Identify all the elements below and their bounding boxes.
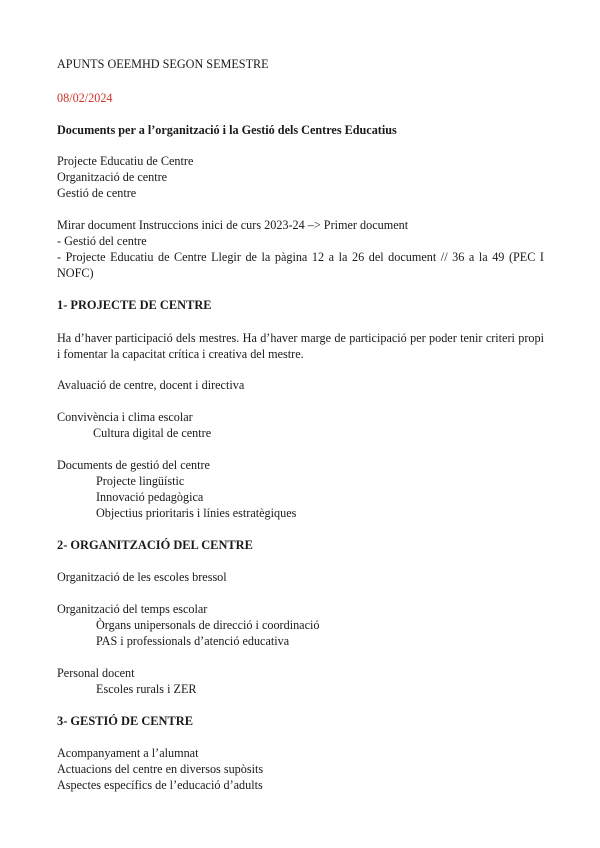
document-subtitle: Documents per a l’organització i la Gestió dels Centres Educatius [57,123,397,137]
docs-list-item: Organització de centre [57,170,168,184]
cultura-digital-line: Cultura digital de centre [93,426,212,440]
section-3-item: Actuacions del centre en diversos supòsits [57,762,264,776]
document-title: APUNTS OEEMHD SEGON SEMESTRE [57,57,269,71]
avaluacio-line: Avaluació de centre, docent i directiva [57,378,245,392]
personal-docent-line: Personal docent [57,666,135,680]
section-3-heading: 3- GESTIÓ DE CENTRE [57,714,193,728]
mirar-document-line: Mirar document Instruccions inici de curs 2023-24 –> Primer document [57,218,409,232]
documents-gestio-sub-item: Innovació pedagògica [96,490,204,504]
section-3-item: Aspectes específics de l’educació d’adults [57,778,263,792]
temps-escolar-sub-item: Òrgans unipersonals de direcció i coordinació [96,618,320,632]
section-1-paragraph: Ha d’haver participació dels mestres. Ha d’haver marge de participació per poder tenir criteri propi i fomentar la capacitat crítica i creativa del mestre. [57,331,544,361]
docs-list-item: Gestió de centre [57,186,137,200]
documents-gestio-sub-item: Projecte lingüístic [96,474,185,488]
section-3-item: Acompanyament a l’alumnat [57,746,199,760]
gestio-centre-line: - Gestió del centre [57,234,147,248]
section-2-heading: 2- ORGANITZACIÓ DEL CENTRE [57,538,253,552]
documents-gestio-line: Documents de gestió del centre [57,458,210,472]
convivencia-line: Convivència i clima escolar [57,410,193,424]
document-date: 08/02/2024 [57,91,113,105]
escoles-bressol-line: Organització de les escoles bressol [57,570,227,584]
section-1-heading: 1- PROJECTE DE CENTRE [57,298,212,312]
pec-reading-line: - Projecte Educatiu de Centre Llegir de la pàgina 12 a la 26 del document // 36 a la 49 (PEC I NOFC) [57,250,544,280]
temps-escolar-line: Organització del temps escolar [57,602,208,616]
documents-gestio-sub-item: Objectius prioritaris i línies estratègiques [96,506,297,520]
escoles-rurals-line: Escoles rurals i ZER [96,682,197,696]
docs-list-item: Projecte Educatiu de Centre [57,154,194,168]
temps-escolar-sub-item: PAS i professionals d’atenció educativa [96,634,290,648]
